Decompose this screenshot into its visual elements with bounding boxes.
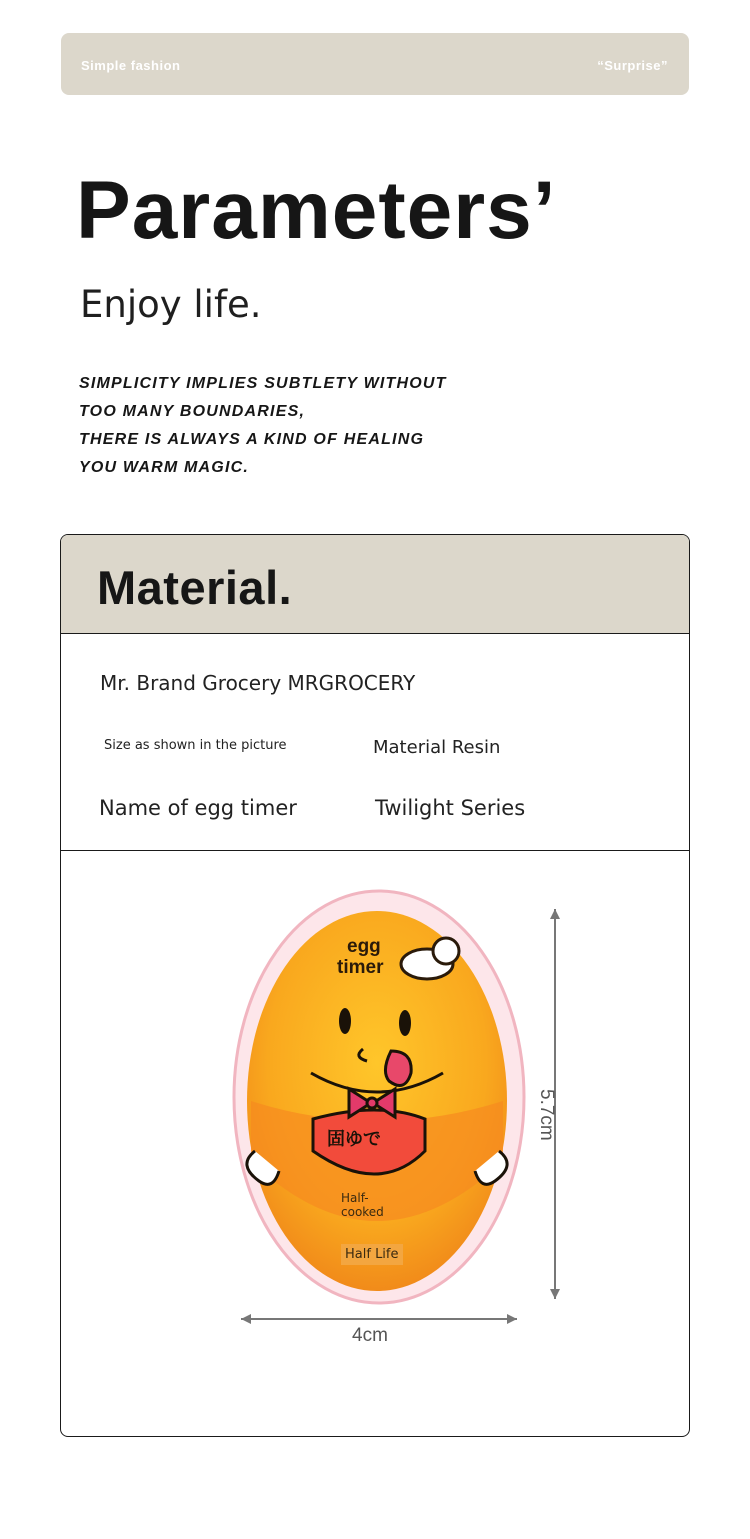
banner-left-text: Simple fashion bbox=[81, 58, 181, 73]
spec-size: Size as shown in the picture bbox=[104, 738, 287, 753]
arrow-head-icon bbox=[550, 1289, 560, 1299]
egg-eye-icon bbox=[399, 1010, 411, 1036]
tagline-line: YOU WARM MAGIC. bbox=[79, 459, 249, 476]
width-label: 4cm bbox=[352, 1325, 388, 1346]
material-card-header bbox=[61, 535, 689, 634]
egg-label-line1: egg bbox=[347, 936, 381, 957]
product-image bbox=[61, 851, 689, 1436]
spec-name: Name of egg timer bbox=[99, 796, 297, 820]
half-life-label: Half Life bbox=[341, 1244, 403, 1265]
egg-timer-illustration bbox=[61, 851, 689, 1436]
egg-label-line2: timer bbox=[337, 957, 384, 978]
egg-tongue-icon bbox=[385, 1051, 411, 1086]
tagline-line: TOO MANY BOUNDARIES, bbox=[79, 403, 306, 420]
spec-material: Material Resin bbox=[373, 737, 501, 758]
arrow-head-icon bbox=[550, 909, 560, 919]
arrow-head-icon bbox=[241, 1314, 251, 1324]
japanese-text: 固ゆで bbox=[327, 1129, 381, 1150]
spec-series: Twilight Series bbox=[375, 796, 526, 820]
arrow-head-icon bbox=[507, 1314, 517, 1324]
top-banner bbox=[61, 33, 689, 95]
spec-brand: Mr. Brand Grocery MRGROCERY bbox=[100, 671, 416, 695]
tagline-line: THERE IS ALWAYS A KIND OF HEALING bbox=[79, 431, 425, 448]
tagline-line: SIMPLICITY IMPLIES SUBTLETY WITHOUT bbox=[79, 375, 447, 392]
tagline bbox=[79, 370, 499, 482]
page-title: Parameters’ bbox=[76, 165, 557, 256]
material-title: Material. bbox=[97, 561, 293, 614]
material-card bbox=[60, 534, 690, 1437]
egg-eye-icon bbox=[339, 1008, 351, 1034]
page-subtitle: Enjoy life. bbox=[80, 283, 262, 326]
banner-right-text: “Surprise” bbox=[597, 58, 668, 73]
half-cooked-label: Half- cooked bbox=[341, 1191, 384, 1219]
height-label: 5.7cm bbox=[536, 1089, 557, 1141]
